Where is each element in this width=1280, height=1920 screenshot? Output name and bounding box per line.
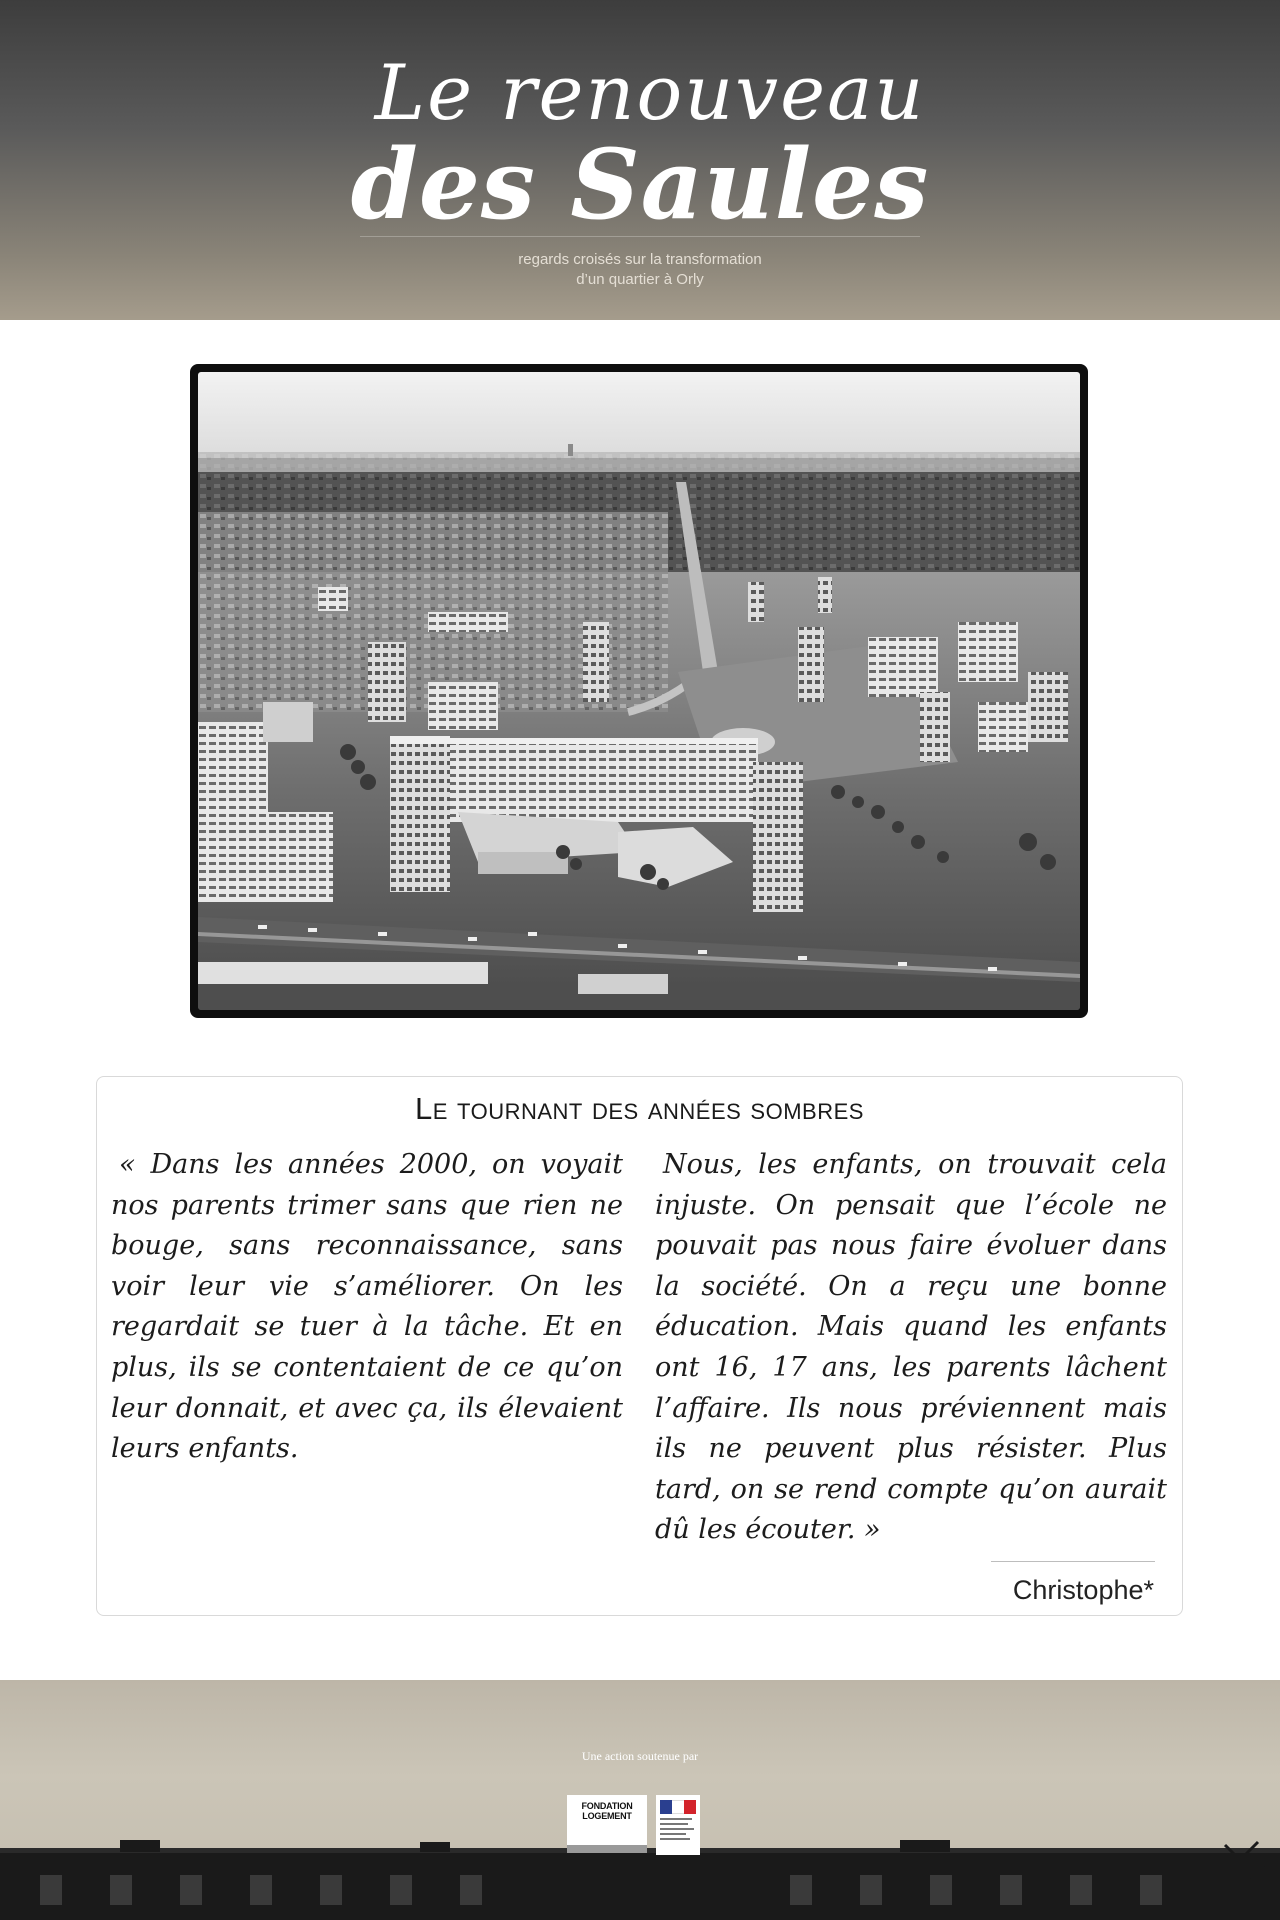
logo-word-fondation: FONDATION bbox=[581, 1801, 633, 1811]
fondation-logement-logo bbox=[567, 1795, 647, 1845]
logo-caption-bar bbox=[567, 1845, 647, 1853]
poster-header bbox=[0, 0, 1280, 320]
testimony-paragraph-right: Nous, les enfants, on trouvait cela injuste. On pensait que l’école ne pouvait pas nous faire évoluer dans la société. On a reçu une bonne éducation. Mais quand les enfants ont 16, 17 ans, les parents lâchent l’affaire. Ils nous préviennent mais ils ne peuvent plus résister. Plus tard, on se rend compte qu’on aurait dû les écouter. » bbox=[655, 1149, 1167, 1546]
ministry-text-lines bbox=[660, 1818, 696, 1840]
title-divider bbox=[360, 236, 920, 237]
aerial-photo bbox=[198, 372, 1080, 1010]
title-line-1: Le renouveau bbox=[374, 48, 926, 137]
section-title: Le tournant des années sombres bbox=[415, 1091, 864, 1126]
subtitle-line-2: d’un quartier à Orly bbox=[576, 271, 704, 288]
subtitle bbox=[0, 250, 1280, 290]
french-flag-icon bbox=[660, 1800, 696, 1814]
signature-divider bbox=[991, 1561, 1155, 1562]
testimony-box bbox=[96, 1076, 1183, 1616]
signature: Christophe* bbox=[1012, 1575, 1154, 1605]
title-line-2: des Saules bbox=[350, 128, 930, 241]
support-label: Une action soutenue par bbox=[581, 1749, 699, 1763]
testimony-paragraph-left: « Dans les années 2000, on voyait nos parents trimer sans que rien ne bouge, sans reconnaissance, sans voir leur vie s’améliorer. On les regardait se tuer à la tâche. Et en plus, ils se contentaient de ce qu’on leur donnait, et avec ça, ils élevaient leurs enfants. bbox=[111, 1149, 623, 1465]
archive-photo-frame bbox=[190, 364, 1088, 1018]
poster-footer bbox=[0, 1680, 1280, 1920]
subtitle-line-1: regards croisés sur la transformation bbox=[518, 251, 762, 268]
logo-word-logement: LOGEMENT bbox=[582, 1811, 632, 1821]
republique-francaise-logo bbox=[656, 1795, 700, 1855]
